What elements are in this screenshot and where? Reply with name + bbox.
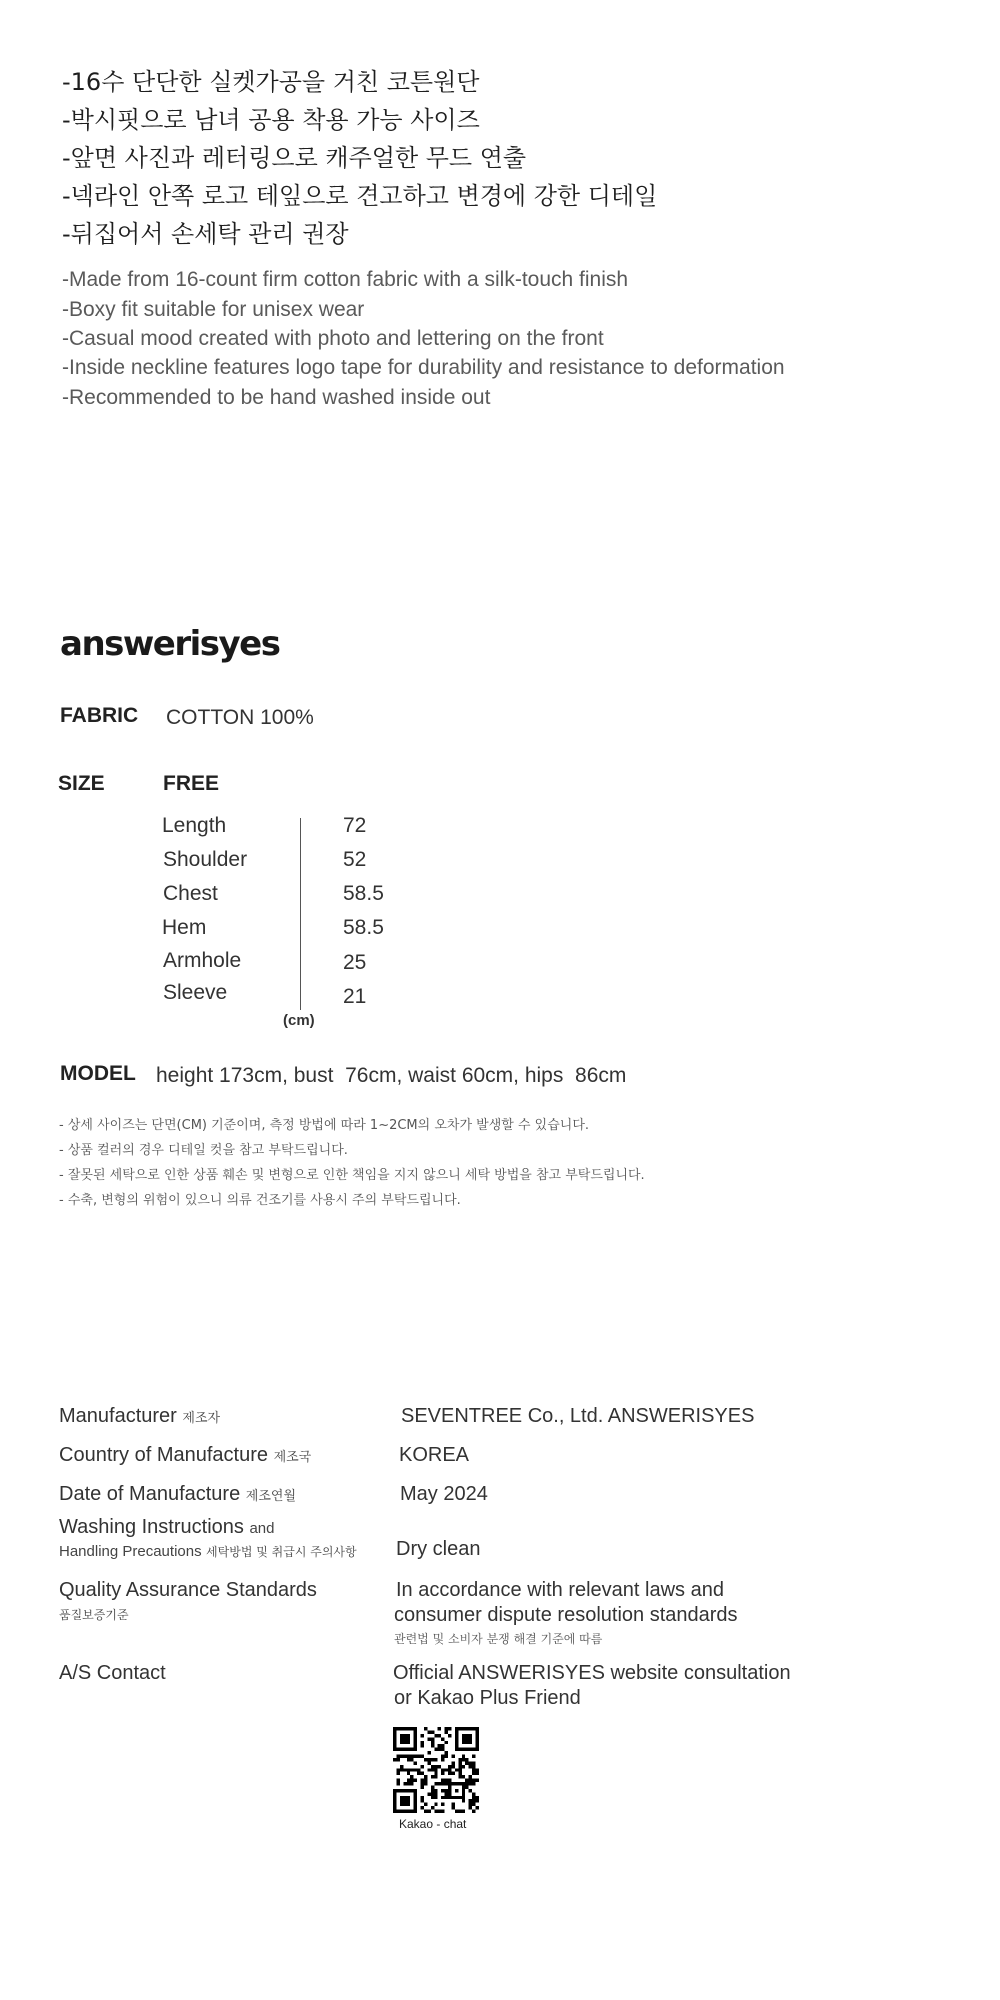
date-label-en: Date of Manufacture — [59, 1483, 241, 1505]
manufacturer-label-ko: 제조자 — [182, 1411, 221, 1426]
manufacturer-label — [59, 1405, 220, 1428]
feature-ko-3: -앞면 사진과 레터링으로 캐주얼한 무드 연출 — [62, 144, 527, 172]
model-label: MODEL — [60, 1062, 136, 1085]
note-2: - 상품 컬러의 경우 디테일 컷을 참고 부탁드립니다. — [59, 1143, 348, 1158]
feature-ko-1: -16수 단단한 실켓가공을 거친 코튼원단 — [62, 68, 480, 96]
date-label — [59, 1483, 296, 1506]
quality-value-1: In accordance with relevant laws and — [396, 1579, 724, 1601]
date-label-ko: 제조연월 — [245, 1489, 297, 1504]
fabric-value: COTTON 100% — [166, 706, 314, 729]
quality-value-ko: 관련법 및 소비자 분쟁 해결 기준에 따름 — [394, 1632, 603, 1646]
feature-en-2: -Boxy fit suitable for unisex wear — [62, 298, 365, 321]
size-unit: (cm) — [283, 1012, 315, 1029]
country-label-en: Country of Manufacture — [59, 1444, 268, 1466]
feature-en-1: -Made from 16-count firm cotton fabric with a silk-touch finish — [62, 268, 629, 291]
as-label: A/S Contact — [59, 1662, 166, 1684]
washing-label-en: Washing Instructions — [59, 1516, 244, 1538]
manufacturer-label-en: Manufacturer — [59, 1405, 177, 1427]
size-row-chest-value: 58.5 — [343, 882, 384, 905]
feature-en-3: -Casual mood created with photo and lettering on the front — [62, 327, 604, 350]
country-label — [59, 1444, 311, 1467]
size-row-chest-name: Chest — [163, 882, 218, 905]
fabric-label: FABRIC — [60, 704, 139, 727]
washing-value: Dry clean — [396, 1538, 481, 1560]
size-row-armhole-name: Armhole — [163, 949, 242, 972]
manufacturer-value: SEVENTREE Co., Ltd. ANSWERISYES — [401, 1405, 755, 1427]
washing-label-2 — [59, 1543, 357, 1560]
size-row-shoulder-value: 52 — [343, 848, 367, 871]
as-value-1: Official ANSWERISYES website consultation — [393, 1662, 791, 1684]
size-row-sleeve-value: 21 — [343, 985, 367, 1008]
size-label: SIZE — [58, 772, 105, 795]
qr-code-icon — [393, 1727, 479, 1813]
size-row-length-name: Length — [162, 814, 227, 837]
note-4: - 수축, 변형의 위험이 있으니 의류 건조기를 사용시 주의 부탁드립니다. — [59, 1193, 461, 1208]
size-row-hem-value: 58.5 — [343, 916, 384, 939]
size-row-hem-name: Hem — [162, 916, 207, 939]
country-value: KOREA — [399, 1444, 470, 1466]
feature-ko-5: -뒤집어서 손세탁 관리 권장 — [62, 220, 349, 248]
size-row-length-value: 72 — [343, 814, 367, 837]
washing-label-2-en: Handling Precautions — [59, 1543, 202, 1560]
size-table-divider — [300, 818, 301, 1010]
as-value-2: or Kakao Plus Friend — [394, 1687, 581, 1709]
brand-logo: answerisyes — [60, 624, 280, 664]
note-1: - 상세 사이즈는 단면(CM) 기준이며, 측정 방법에 따라 1~2CM의 오차가 발생할 수 있습니다. — [59, 1118, 590, 1133]
size-row-sleeve-name: Sleeve — [163, 981, 228, 1004]
size-value: FREE — [163, 772, 220, 795]
country-label-ko: 제조국 — [273, 1450, 312, 1465]
quality-value-2: consumer dispute resolution standards — [394, 1604, 738, 1626]
quality-label-ko: 품질보증기준 — [59, 1608, 129, 1622]
size-row-shoulder-name: Shoulder — [163, 848, 248, 871]
feature-en-5: -Recommended to be hand washed inside out — [62, 386, 491, 409]
model-value: height 173cm, bust 76cm, waist 60cm, hips 86cm — [156, 1064, 627, 1087]
size-row-armhole-value: 25 — [343, 951, 367, 974]
washing-label — [59, 1516, 275, 1539]
washing-label-and: and — [249, 1520, 275, 1537]
feature-en-4: -Inside neckline features logo tape for durability and resistance to deformation — [62, 356, 785, 379]
quality-label: Quality Assurance Standards — [59, 1579, 317, 1601]
feature-ko-2: -박시핏으로 남녀 공용 착용 가능 사이즈 — [62, 106, 480, 134]
kakao-qr-code[interactable] — [393, 1727, 479, 1813]
qr-caption: Kakao - chat — [399, 1817, 467, 1831]
feature-ko-4: -넥라인 안쪽 로고 테잎으로 견고하고 변경에 강한 디테일 — [62, 182, 658, 210]
date-value: May 2024 — [400, 1483, 488, 1505]
note-3: - 잘못된 세탁으로 인한 상품 훼손 및 변형으로 인한 책임을 지지 않으니 세탁 방법을 참고 부탁드립니다. — [59, 1168, 645, 1183]
washing-label-ko: 세탁방법 및 취급시 주의사항 — [206, 1545, 357, 1559]
